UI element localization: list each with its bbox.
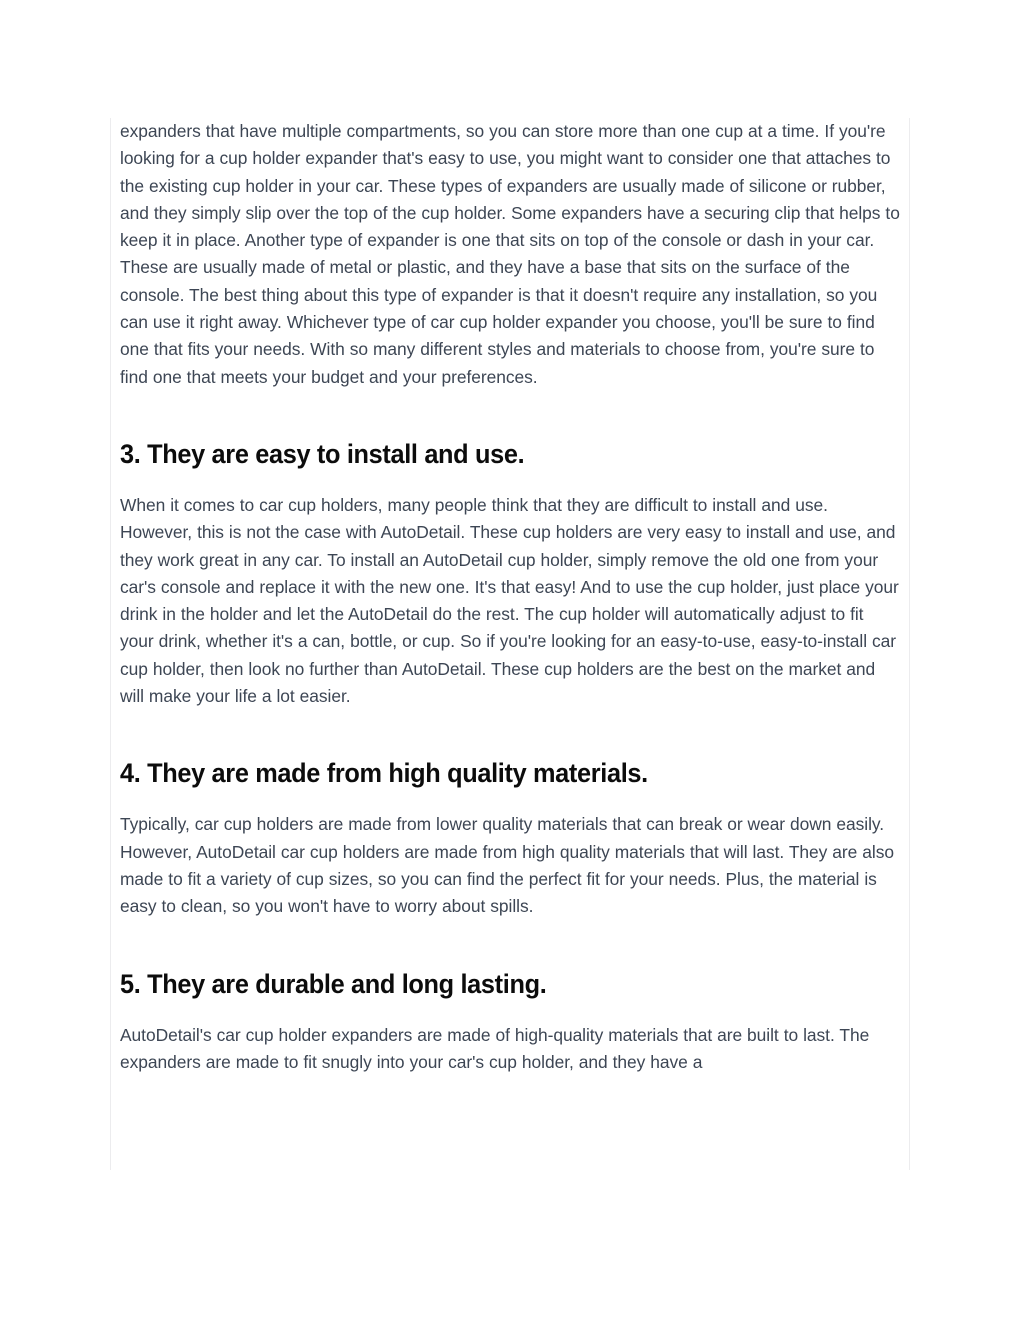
spacer [120, 710, 902, 757]
page-bottom-margin [0, 1170, 1024, 1325]
column-rule-right [909, 118, 910, 1170]
spacer [120, 470, 902, 492]
intro-paragraph: expanders that have multiple compartments, so you can store more than one cup at a time. If you're looking for a cup holder expander that's easy to use, you might want to consider one that attaches to the existing cup holder in your car. These types of expanders are usually made of silicone or rubber, and they simply slip over the top of the cup holder. Some expanders have a securing clip that helps to keep it in place. Another type of expander is one that sits on top of the console or dash in your car. These are usually made of metal or plastic, and they have a base that sits on the surface of the console. The best thing about this type of expander is that it doesn't require any installation, so you can use it right away. Whichever type of car cup holder expander you choose, you'll be sure to find one that fits your needs. With so many different styles and materials to choose from, you're sure to find one that meets your budget and your preferences. [120, 121, 900, 387]
column-rule-left [110, 118, 111, 1170]
heading-4: 4. They are made from high quality materials. [120, 758, 648, 789]
spacer [120, 1000, 902, 1022]
spacer [120, 391, 902, 438]
paragraph-5: AutoDetail's car cup holder expanders are made of high-quality materials that are built to last. The expanders are made to fit snugly into your car's cup holder, and they have a [120, 1024, 870, 1072]
spacer [120, 789, 902, 811]
heading-5: 5. They are durable and long lasting. [120, 968, 547, 999]
document-content [120, 118, 902, 1076]
spacer [120, 921, 902, 968]
heading-3: 3. They are easy to install and use. [120, 438, 525, 469]
paragraph-4: Typically, car cup holders are made from lower quality materials that can break or wear down easily. However, AutoDetail car cup holders are made from high quality materials that will last. They are also made to fit a variety of cup sizes, so you can find the perfect fit for your needs. Plus, the material is easy to clean, so you won't have to worry about spills. [120, 814, 894, 917]
paragraph-3: When it comes to car cup holders, many people think that they are difficult to install and use. However, this is not the case with AutoDetail. These cup holders are very easy to install and use, and they work great in any car. To install an AutoDetail cup holder, simply remove the old one from your car's console and replace it with the new one. It's that easy! And to use the cup holder, just place your drink in the holder and let the AutoDetail do the rest. The cup holder will automatically adjust to fit your drink, whether it's a can, bottle, or cup. So if you're looking for an easy-to-use, easy-to-install car cup holder, then look no further than AutoDetail. These cup holders are the best on the market and will make your life a lot easier. [120, 494, 899, 707]
